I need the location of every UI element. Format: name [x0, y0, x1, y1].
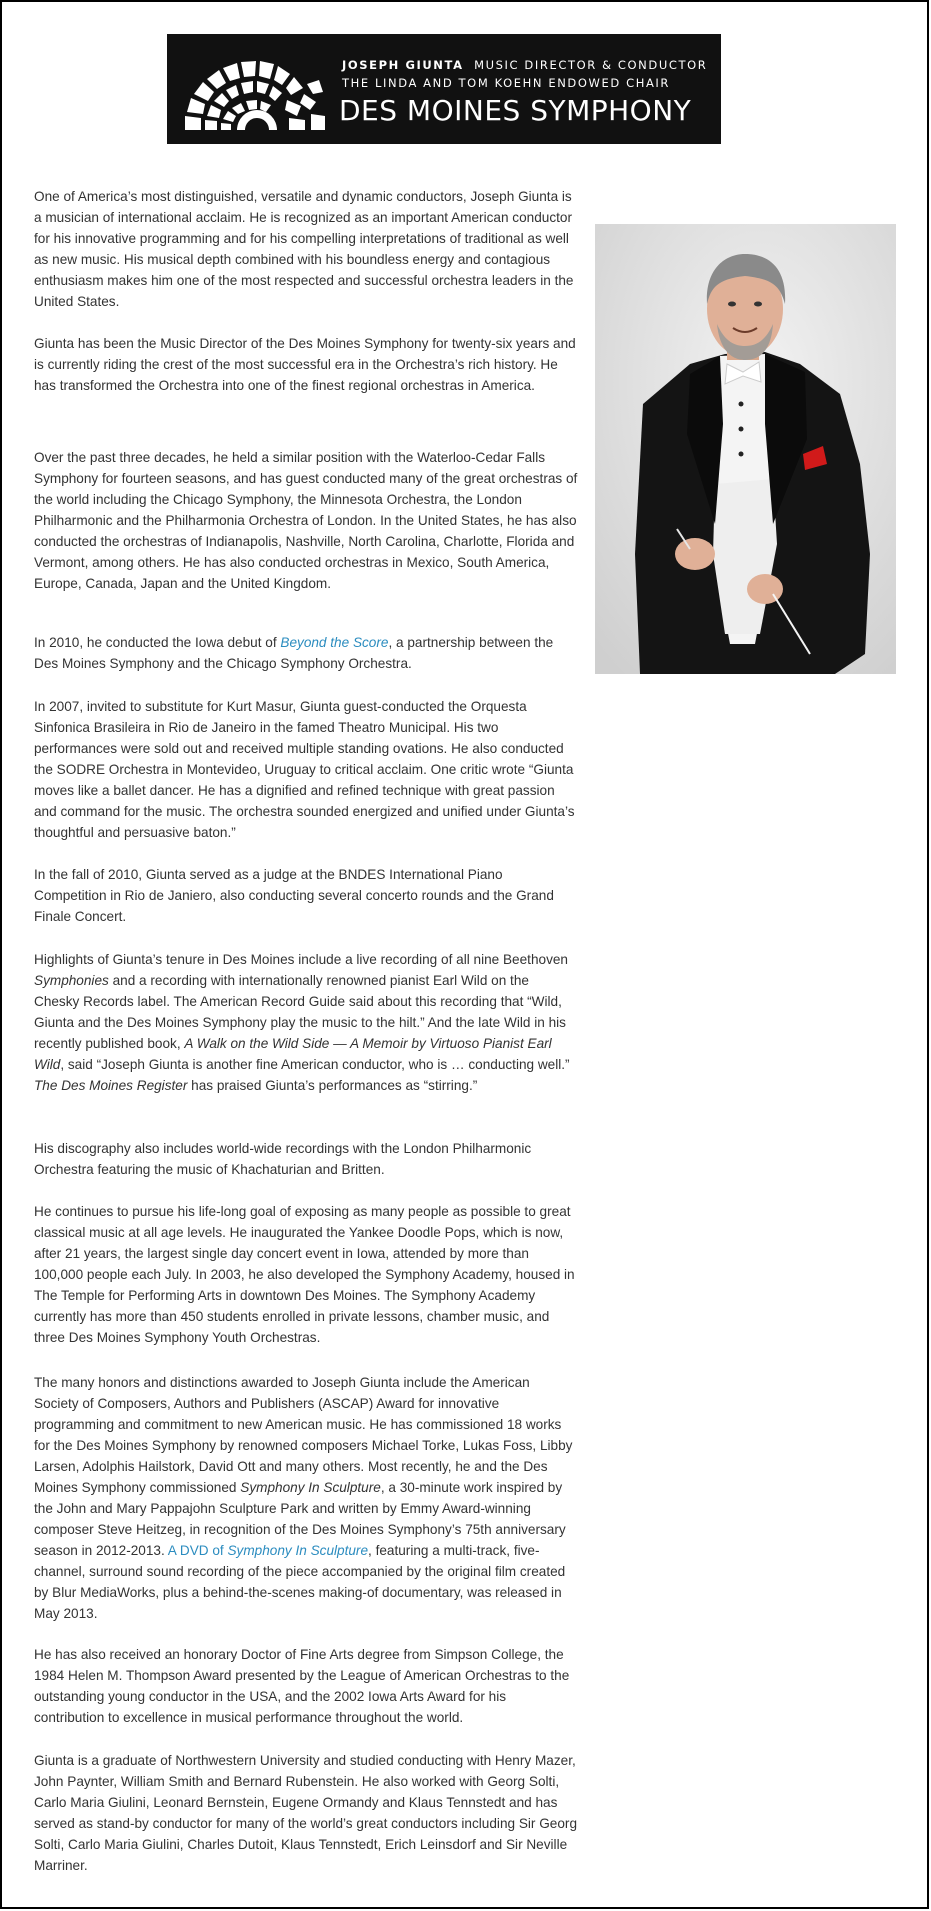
- bio-paragraph-2: Giunta has been the Music Director of the Des Moines Symphony for twenty-six years and is currently riding the crest of the most successful era in the Orchestra’s rich history. He has transformed the Orchestra into one of the finest regional orchestras in America.: [34, 336, 576, 393]
- beyond-the-score-link[interactable]: [280, 635, 388, 650]
- bio-p10-italic-work: Symphony In Sculpture: [240, 1480, 381, 1495]
- bio-p7-italic-book: A Walk on the Wild Side — A Memoir by Virtuoso Pianist Earl Wild: [34, 1036, 552, 1072]
- bio-p4-text-b: , a partnership between the Des Moines Symphony and the Chicago Symphony Orchestra.: [34, 635, 554, 671]
- bio-paragraph-8: His discography also includes world-wide recordings with the London Philharmonic Orchestra featuring the music of Khachaturian and Britten.: [34, 1141, 532, 1177]
- bio-p10-text-c: , featuring a multi-track, five-channel, surround sound recording of the piece accompanied by the original film created by Blur MediaWorks, plus a behind-the-scenes making-of documentary, was released in May 2013.: [34, 1543, 566, 1621]
- symphony-logo-icon: [179, 44, 329, 134]
- bio-p7-text-a: Highlights of Giunta’s tenure in Des Moines include a live recording of all nine Beethoven: [34, 952, 568, 967]
- bio-paragraph-12: Giunta is a graduate of Northwestern University and studied conducting with Henry Mazer, John Paynter, William Smith and Bernard Rubenstein. He also worked with Georg Solti, Carlo Maria Giulini, Leonard Bernstein, Eugene Ormandy and Klaus Tennstedt and has served as stand-by conductor for many of the world’s great conductors including Sir Georg Solti, Carlo Maria Giulini, Charles Dutoit, Klaus Tennstedt, Erich Leinsdorf and Sir Neville Marriner.: [34, 1753, 578, 1873]
- bio-p7-text-b: and a recording with internationally renowned pianist Earl Wild on the Chesky Records label. The American Record Guide said about this recording that “Wild, Giunta and the Des Moines Symphony play the music to the hilt.” And the late Wild in his recently published book,: [34, 973, 566, 1051]
- bio-p10-text-b: , a 30-minute work inspired by the John and Mary Pappajohn Sculpture Park and written by Emmy Award-winning composer Steve Heitzeg, in recognition of the Des Moines Symphony’s 75th anniversary season in 2012-2013.: [34, 1480, 566, 1558]
- dvd-link-text: A DVD of: [167, 1543, 228, 1558]
- bio-paragraph-7: [34, 949, 578, 1096]
- bio-p7-text-d: has praised Giunta’s performances as “stirring.”: [187, 1078, 478, 1093]
- bio-paragraph-5: In 2007, invited to substitute for Kurt Masur, Giunta guest-conducted the Orquesta Sinfonica Brasileira in Rio de Janeiro in the famed Theatro Municipal. His two performances were sold out and received multiple standing ovations. He also conducted the SODRE Orchestra in Montevideo, Uruguay to critical acclaim. One critic wrote “Giunta moves like a ballet dancer. He has a dignified and refined technique with great passion and command for the music. The orchestra sounded energized and unified under Giunta’s thoughtful and persuasive baton.”: [34, 699, 575, 840]
- dvd-symphony-in-sculpture-link[interactable]: [168, 1543, 368, 1558]
- bio-p7-italic-register: The Des Moines Register: [34, 1078, 188, 1093]
- banner-chair-line: THE LINDA AND TOM KOEHN ENDOWED CHAIR: [342, 76, 670, 90]
- header-banner: [167, 34, 721, 144]
- bio-paragraph-6: In the fall of 2010, Giunta served as a judge at the BNDES International Piano Competition in Rio de Janiero, also conducting several concerto rounds and the Grand Finale Concert.: [34, 867, 554, 924]
- bio-paragraph-10: [34, 1372, 578, 1624]
- bio-p4-text-a: In 2010, he conducted the Iowa debut of: [34, 635, 281, 650]
- banner-conductor-role: MUSIC DIRECTOR & CONDUCTOR: [474, 58, 708, 72]
- bio-p7-text-c: , said “Joseph Giunta is another fine American conductor, who is … conducting well.”: [60, 1057, 570, 1072]
- banner-conductor-name: JOSEPH GIUNTA: [342, 58, 464, 72]
- bio-paragraph-11: He has also received an honorary Doctor of Fine Arts degree from Simpson College, the 1984 Helen M. Thompson Award presented by the League of American Orchestras to the outstanding young conductor in the USA, and the 2002 Iowa Arts Award for his contribution to excellence in musical performance throughout the world.: [34, 1647, 570, 1725]
- beyond-the-score-title: Beyond the Score: [280, 635, 389, 650]
- bio-paragraph-4: [34, 632, 578, 674]
- bio-paragraph-1: One of America’s most distinguished, versatile and dynamic conductors, Joseph Giunta is a musician of international acclaim. He is recognized as an important American conductor for his innovative programming and for his compelling interpretations of traditional as well as new music. His musical depth combined with his boundless energy and contagious enthusiasm makes him one of the most respected and successful orchestra leaders in the United States.: [34, 189, 574, 309]
- conductor-photo: [595, 224, 896, 674]
- dvd-link-title: Symphony In Sculpture: [227, 1543, 369, 1558]
- banner-title: DES MOINES SYMPHONY: [339, 94, 692, 127]
- bio-p7-italic-symphonies: Symphonies: [34, 973, 109, 988]
- banner-conductor-line: [342, 58, 707, 72]
- bio-paragraph-3: Over the past three decades, he held a similar position with the Waterloo-Cedar Falls Symphony for fourteen seasons, and has guest conducted many of the great orchestras of the world including the Chicago Symphony, the Minnesota Orchestra, the London Philharmonic and the Philharmonia Orchestra of London. In the United States, he has also conducted the orchestras of Indianapolis, Nashville, North Carolina, Charlotte, Florida and Vermont, among others. He has also conducted orchestras in Mexico, South America, Europe, Canada, Japan and the United Kingdom.: [34, 450, 578, 591]
- conductor-portrait-image: [595, 224, 896, 674]
- bio-p10-text-a: The many honors and distinctions awarded to Joseph Giunta include the American Society of Composers, Authors and Publishers (ASCAP) Award for innovative programming and commitment to new American music. He has commissioned 18 works for the Des Moines Symphony by renowned composers Michael Torke, Lukas Foss, Libby Larsen, Adolphis Hailstork, David Ott and many others. Most recently, he and the Des Moines Symphony commissioned: [34, 1375, 573, 1495]
- bio-paragraph-9: He continues to pursue his life-long goal of exposing as many people as possible to great classical music at all age levels. He inaugurated the Yankee Doodle Pops, which is now, after 21 years, the largest single day concert event in Iowa, attended by more than 100,000 people each July. In 2003, he also developed the Symphony Academy, housed in The Temple for Performing Arts in downtown Des Moines. The Symphony Academy currently has more than 450 students enrolled in private lessons, chamber music, and three Des Moines Symphony Youth Orchestras.: [34, 1204, 575, 1345]
